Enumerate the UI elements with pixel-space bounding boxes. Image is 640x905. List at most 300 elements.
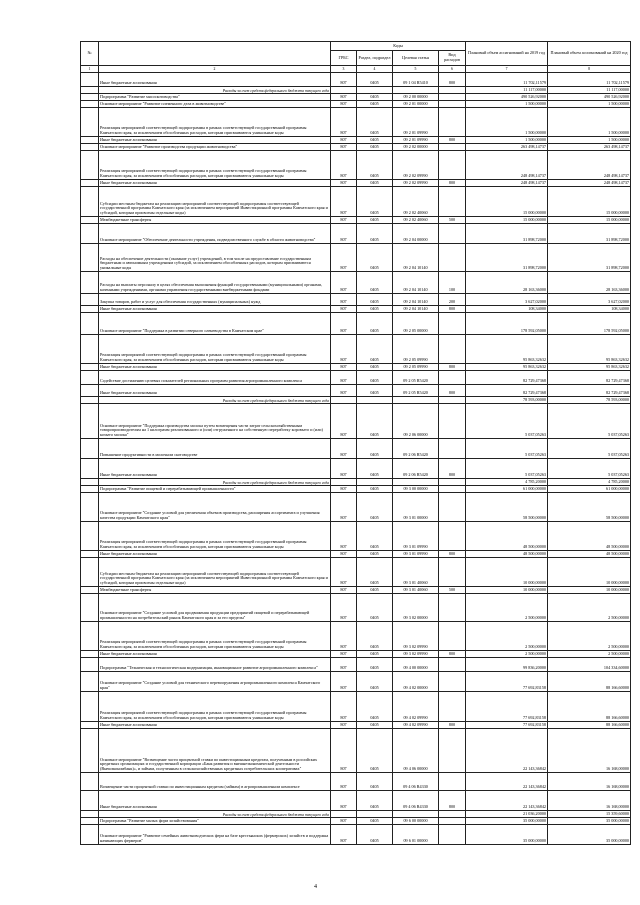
note-row xyxy=(81,87,631,94)
table-row xyxy=(81,651,631,658)
cell-name: Реализация мероприятий соответствующей подпрограммы в рамках соответствующей государственной программы Камчатского края, за исключением обособленных расходов, которым присваиваются уникальные коды xyxy=(99,335,331,364)
cell-name: Основное мероприятие "Возмещение части процентной ставки по инвестиционным кредитам, полученным в российских кредитных организациях и государственной корпорации «Банк развития и внешнеэкономической деятельности (Внешэкономбанк)», и займам, полученным в сельскохозяйственных кредитных потребительских кооперативах" xyxy=(99,729,331,773)
cell-name: Возмещение части процентной ставки по инвестиционным кредитам (займам) в агропромышленном комплексе xyxy=(99,773,331,791)
cell-amount-2020: 48 500,00000 xyxy=(548,551,631,558)
cell-name: Основное мероприятие "Поддержка в развитии северного оленеводства в Камчатском крае" xyxy=(99,313,331,335)
table-row xyxy=(81,108,631,137)
cell-num xyxy=(81,73,99,87)
cell-amount-2020: 248 498,14737 xyxy=(548,180,631,187)
cell-amount-2020: 95 863,32632 xyxy=(548,335,631,364)
cell-target-article: 09 2 05 09990 xyxy=(393,335,439,364)
header-row-numbers xyxy=(81,66,631,73)
cell-target-article: 09 2 05 R5420 xyxy=(393,371,439,385)
table-row xyxy=(81,522,631,551)
cell-expense-type: 800 xyxy=(439,651,466,658)
budget-table xyxy=(80,41,631,845)
cell-name: Основное мероприятие "Развитие производства продукции животноводства" xyxy=(99,144,331,151)
table-row xyxy=(81,144,631,151)
cell-grbs: 807 xyxy=(331,137,357,144)
cell-amount-2019: 5 037,05263 xyxy=(466,459,548,479)
cell-num xyxy=(81,306,99,313)
cell-amount-2020: 15 000,00000 xyxy=(548,217,631,224)
cell-name: Расходы за счет средств федерального бюджета текущего года xyxy=(99,87,331,94)
cell-target-article: 09 4 06 R4330 xyxy=(393,773,439,791)
note-row xyxy=(81,811,631,818)
cell-razdel: 0405 xyxy=(357,364,393,371)
header-razdel: Раздел, подраздел xyxy=(357,51,393,66)
cell-name: Иные бюджетные ассигнования xyxy=(99,385,331,397)
cell-amount-2019: 78 593,00000 xyxy=(466,397,548,404)
cell-razdel: 0405 xyxy=(357,493,393,522)
cell-name: Иные бюджетные ассигнования xyxy=(99,180,331,187)
table-row xyxy=(81,773,631,791)
cell-amount-2020: 2 500,00000 xyxy=(548,651,631,658)
cell-amount-2019: 22 143,36842 xyxy=(466,791,548,811)
cell-amount-2019: 490 526,92000 xyxy=(466,94,548,101)
cell-expense-type xyxy=(439,94,466,101)
cell-grbs: 807 xyxy=(331,729,357,773)
cell-num xyxy=(81,385,99,397)
cell-grbs: 807 xyxy=(331,94,357,101)
cell-expense-type: 800 xyxy=(439,459,466,479)
cell-expense-type xyxy=(439,594,466,622)
cell-target-article: 09 2 01 00000 xyxy=(393,101,439,108)
cell-name: Подпрограмма "Техническая и технологическая модернизация, инновационное развитие агропромышленного комплекса" xyxy=(99,658,331,672)
cell-target-article: 09 6 00 00000 xyxy=(393,818,439,825)
cell-target-article: 09 2 04 10140 xyxy=(393,244,439,272)
cell-amount-2019: 108,34000 xyxy=(466,306,548,313)
cell-grbs xyxy=(331,811,357,818)
cell-amount-2019: 48 500,00000 xyxy=(466,551,548,558)
table-row xyxy=(81,404,631,439)
cell-target-article: 09 4 02 09990 xyxy=(393,692,439,722)
cell-num xyxy=(81,459,99,479)
cell-razdel: 0405 xyxy=(357,551,393,558)
cell-razdel: 0405 xyxy=(357,313,393,335)
cell-target-article: 09 4 02 00000 xyxy=(393,672,439,692)
cell-name: Реализация мероприятий соответствующей подпрограммы в рамках соответствующей государственной программы Камчатского края, за исключением обособленных расходов, которым присваиваются уникальные коды xyxy=(99,151,331,180)
header-2020: Плановый объем ассигнований на 2020 год xyxy=(548,42,631,66)
table-row xyxy=(81,272,631,294)
cell-target-article: 09 2 02 40060 xyxy=(393,217,439,224)
cell-num xyxy=(81,217,99,224)
cell-amount-2020: 490 526,92000 xyxy=(548,94,631,101)
cell-target-article: 09 3 02 00000 xyxy=(393,594,439,622)
cell-num xyxy=(81,335,99,364)
cell-amount-2019: 4 785,20000 xyxy=(466,479,548,486)
cell-amount-2020: 61 000,00000 xyxy=(548,486,631,493)
cell-amount-2020: 10 000,00000 xyxy=(548,587,631,594)
table-row xyxy=(81,137,631,144)
cell-amount-2020: 16 168,00000 xyxy=(548,773,631,791)
cell-name: Расходы на обеспечение деятельности (оказание услуг) учреждений, в том числе на предоставление государственным бюджетным и автономным учреждениям субсидий, за исключением обособленных расходов, которым присваиваются уникальные коды xyxy=(99,244,331,272)
cell-grbs: 807 xyxy=(331,335,357,364)
cell-expense-type: 800 xyxy=(439,722,466,729)
cell-grbs: 807 xyxy=(331,692,357,722)
cell-target-article: 09 2 05 R5420 xyxy=(393,385,439,397)
cell-razdel: 0405 xyxy=(357,180,393,187)
cell-amount-2019: 95 863,32632 xyxy=(466,335,548,364)
cell-grbs: 807 xyxy=(331,522,357,551)
cell-num xyxy=(81,658,99,672)
header-2019: Плановый объем ассигнований на 2019 год xyxy=(466,42,548,66)
cell-grbs: 807 xyxy=(331,101,357,108)
cell-amount-2019: 248 498,14737 xyxy=(466,151,548,180)
cell-name: Основное мероприятие "Создание условий для увеличения объемов производства, расширения ассортимента и улучшения качества продукции Камчатского края" xyxy=(99,493,331,522)
cell-target-article: 09 4 02 09990 xyxy=(393,722,439,729)
cell-expense-type xyxy=(439,101,466,108)
cell-num xyxy=(81,224,99,244)
cell-num xyxy=(81,187,99,217)
col-number: 7 xyxy=(466,66,548,73)
cell-expense-type: 800 xyxy=(439,385,466,397)
cell-expense-type: 800 xyxy=(439,137,466,144)
cell-razdel: 0405 xyxy=(357,385,393,397)
cell-target-article xyxy=(393,87,439,94)
cell-amount-2020: 5 037,05263 xyxy=(548,404,631,439)
table-row xyxy=(81,486,631,493)
cell-grbs: 807 xyxy=(331,558,357,587)
cell-razdel: 0405 xyxy=(357,108,393,137)
cell-expense-type: 800 xyxy=(439,551,466,558)
cell-amount-2019: 2 500,00000 xyxy=(466,622,548,651)
cell-num xyxy=(81,651,99,658)
cell-target-article: 09 1 04 R5410 xyxy=(393,73,439,87)
cell-grbs: 807 xyxy=(331,658,357,672)
cell-target-article: 09 2 06 R5420 xyxy=(393,439,439,459)
cell-grbs xyxy=(331,397,357,404)
cell-expense-type: 800 xyxy=(439,73,466,87)
cell-num xyxy=(81,811,99,818)
cell-grbs: 807 xyxy=(331,224,357,244)
table-row xyxy=(81,729,631,773)
cell-amount-2019: 1 500,00000 xyxy=(466,108,548,137)
table-row xyxy=(81,493,631,522)
cell-expense-type xyxy=(439,397,466,404)
cell-num xyxy=(81,313,99,335)
cell-amount-2019: 95 863,32632 xyxy=(466,364,548,371)
cell-num xyxy=(81,818,99,825)
cell-expense-type xyxy=(439,187,466,217)
cell-amount-2019: 35 000,00000 xyxy=(466,825,548,845)
cell-amount-2020: 5 037,05263 xyxy=(548,459,631,479)
cell-razdel: 0405 xyxy=(357,94,393,101)
cell-razdel xyxy=(357,479,393,486)
cell-target-article xyxy=(393,397,439,404)
cell-name: Иные бюджетные ассигнования xyxy=(99,551,331,558)
table-row xyxy=(81,825,631,845)
cell-target-article: 09 2 06 R5420 xyxy=(393,459,439,479)
cell-target-article: 09 2 02 09990 xyxy=(393,151,439,180)
cell-amount-2020: 263 498,14737 xyxy=(548,144,631,151)
cell-num xyxy=(81,180,99,187)
table-body xyxy=(81,73,631,845)
cell-num xyxy=(81,622,99,651)
cell-amount-2019: 11 702,11579 xyxy=(466,73,548,87)
cell-grbs: 807 xyxy=(331,144,357,151)
cell-amount-2019: 10 000,00000 xyxy=(466,558,548,587)
cell-expense-type xyxy=(439,622,466,651)
table-row xyxy=(81,217,631,224)
cell-name: Основное мероприятие "Поддержка производства молока путем возмещения части затрат сельскохозяйственным товаропроизводителям на 1 килограмм реализованного и (или) отгруженного на собственную переработку коровьего и (или) козьего молока" xyxy=(99,404,331,439)
cell-name: Субсидии местным бюджетам на реализацию мероприятий соответствующей подпрограммы соответствующей государственной программы Камчатского края (за исключением мероприятий Инвестиционной программы Камчатского края и субсидий, которым присвоены отдельные коды) xyxy=(99,187,331,217)
cell-grbs: 807 xyxy=(331,371,357,385)
cell-name: Основное мероприятие "Создание условий для технического перевооружения агропромышленного комплекса Камчатского края" xyxy=(99,672,331,692)
cell-amount-2020: 31 898,72000 xyxy=(548,244,631,272)
cell-num xyxy=(81,94,99,101)
table-row xyxy=(81,244,631,272)
cell-expense-type: 100 xyxy=(439,272,466,294)
col-number: 5 xyxy=(393,66,439,73)
cell-amount-2020: 28 163,36000 xyxy=(548,272,631,294)
cell-expense-type xyxy=(439,151,466,180)
cell-expense-type xyxy=(439,486,466,493)
cell-amount-2019: 48 500,00000 xyxy=(466,522,548,551)
cell-amount-2019: 10 000,00000 xyxy=(466,587,548,594)
cell-amount-2019: 2 500,00000 xyxy=(466,651,548,658)
cell-num xyxy=(81,493,99,522)
table-row xyxy=(81,658,631,672)
col-number: 3 xyxy=(331,66,357,73)
cell-name: Межбюджетные трансферты xyxy=(99,587,331,594)
cell-expense-type xyxy=(439,558,466,587)
cell-razdel: 0405 xyxy=(357,651,393,658)
cell-grbs: 807 xyxy=(331,244,357,272)
cell-target-article: 09 2 05 09990 xyxy=(393,364,439,371)
cell-razdel: 0405 xyxy=(357,825,393,845)
cell-razdel xyxy=(357,811,393,818)
cell-expense-type xyxy=(439,818,466,825)
table-row xyxy=(81,180,631,187)
table-row xyxy=(81,672,631,692)
cell-num xyxy=(81,773,99,791)
cell-name: Реализация мероприятий соответствующей подпрограммы в рамках соответствующей государственной программы Камчатского края, за исключением обособленных расходов, которым присваиваются уникальные коды xyxy=(99,108,331,137)
cell-amount-2019: 77 692,83158 xyxy=(466,722,548,729)
cell-razdel: 0405 xyxy=(357,791,393,811)
page-number: 4 xyxy=(314,884,317,890)
cell-razdel: 0405 xyxy=(357,439,393,459)
table-row xyxy=(81,692,631,722)
cell-amount-2019: 22 143,36842 xyxy=(466,773,548,791)
table-row xyxy=(81,587,631,594)
cell-amount-2019: 15 000,00000 xyxy=(466,187,548,217)
col-number: 6 xyxy=(439,66,466,73)
cell-name: Иные бюджетные ассигнования xyxy=(99,791,331,811)
cell-name: Иные бюджетные ассигнования xyxy=(99,459,331,479)
cell-amount-2020: 58 500,00000 xyxy=(548,493,631,522)
cell-target-article: 09 3 02 09990 xyxy=(393,622,439,651)
cell-num xyxy=(81,151,99,180)
cell-expense-type xyxy=(439,313,466,335)
cell-name: Основное мероприятие "Обеспечение деятельности учреждения, подведомственного службе в области животноводства" xyxy=(99,224,331,244)
cell-amount-2019: 28 163,36000 xyxy=(466,272,548,294)
cell-num xyxy=(81,722,99,729)
note-row xyxy=(81,397,631,404)
table-row xyxy=(81,791,631,811)
col-number: 2 xyxy=(99,66,331,73)
cell-grbs: 807 xyxy=(331,722,357,729)
cell-num xyxy=(81,108,99,137)
cell-num xyxy=(81,825,99,845)
cell-amount-2020: 2 500,00000 xyxy=(548,622,631,651)
cell-expense-type: 800 xyxy=(439,364,466,371)
cell-razdel: 0405 xyxy=(357,459,393,479)
cell-amount-2020: 35 000,00000 xyxy=(548,825,631,845)
cell-expense-type xyxy=(439,672,466,692)
cell-amount-2019: 1 500,00000 xyxy=(466,101,548,108)
cell-expense-type xyxy=(439,479,466,486)
table-row xyxy=(81,818,631,825)
cell-amount-2019: 22 143,36842 xyxy=(466,729,548,773)
cell-expense-type xyxy=(439,224,466,244)
cell-grbs: 807 xyxy=(331,439,357,459)
cell-target-article: 09 4 06 00000 xyxy=(393,729,439,773)
table-row xyxy=(81,294,631,306)
table-row xyxy=(81,558,631,587)
cell-razdel xyxy=(357,87,393,94)
cell-amount-2020: 15 359,60000 xyxy=(548,811,631,818)
cell-razdel: 0405 xyxy=(357,306,393,313)
note-row xyxy=(81,479,631,486)
cell-amount-2020: 82 729,47368 xyxy=(548,385,631,397)
cell-amount-2019: 5 037,05263 xyxy=(466,439,548,459)
cell-target-article: 09 2 01 09990 xyxy=(393,137,439,144)
col-number: 4 xyxy=(357,66,393,73)
cell-razdel: 0405 xyxy=(357,224,393,244)
cell-grbs: 807 xyxy=(331,313,357,335)
cell-grbs: 807 xyxy=(331,180,357,187)
cell-num xyxy=(81,137,99,144)
cell-grbs: 807 xyxy=(331,486,357,493)
cell-target-article: 09 2 04 10140 xyxy=(393,294,439,306)
cell-amount-2020: 1 500,00000 xyxy=(548,137,631,144)
cell-amount-2019: 248 498,14737 xyxy=(466,180,548,187)
cell-amount-2020: 35 000,00000 xyxy=(548,818,631,825)
cell-amount-2020: 1 500,00000 xyxy=(548,108,631,137)
table-row xyxy=(81,385,631,397)
cell-grbs: 807 xyxy=(331,187,357,217)
cell-target-article: 09 3 01 09990 xyxy=(393,522,439,551)
cell-grbs: 807 xyxy=(331,404,357,439)
cell-expense-type xyxy=(439,729,466,773)
cell-target-article: 09 6 01 00000 xyxy=(393,825,439,845)
cell-name: Основное мероприятие "Развитие племенного дела в животноводстве" xyxy=(99,101,331,108)
cell-expense-type: 800 xyxy=(439,180,466,187)
cell-name: Расходы за счет средств федерального бюджета текущего года xyxy=(99,397,331,404)
table-row xyxy=(81,94,631,101)
cell-razdel: 0405 xyxy=(357,594,393,622)
cell-num xyxy=(81,522,99,551)
cell-razdel: 0405 xyxy=(357,658,393,672)
cell-amount-2019: 99 836,20000 xyxy=(466,658,548,672)
cell-amount-2020: 88 166,60000 xyxy=(548,672,631,692)
cell-name: Иные бюджетные ассигнования xyxy=(99,306,331,313)
header-target: Целевая статья xyxy=(393,51,439,66)
cell-amount-2020: 11 117,00000 xyxy=(548,87,631,94)
cell-razdel: 0405 xyxy=(357,217,393,224)
cell-grbs: 807 xyxy=(331,385,357,397)
cell-razdel: 0405 xyxy=(357,371,393,385)
cell-grbs: 807 xyxy=(331,294,357,306)
cell-grbs: 807 xyxy=(331,818,357,825)
cell-name: Содействие достижению целевых показателей региональных программ развития агропромышленного комплекса xyxy=(99,371,331,385)
cell-expense-type: 500 xyxy=(439,217,466,224)
cell-target-article: 09 4 06 R4330 xyxy=(393,791,439,811)
cell-amount-2020: 4 785,20000 xyxy=(548,479,631,486)
cell-razdel xyxy=(357,397,393,404)
cell-num xyxy=(81,144,99,151)
cell-target-article xyxy=(393,479,439,486)
cell-grbs: 807 xyxy=(331,108,357,137)
cell-grbs: 807 xyxy=(331,364,357,371)
cell-grbs: 807 xyxy=(331,672,357,692)
cell-num xyxy=(81,551,99,558)
header-name xyxy=(99,42,331,66)
cell-expense-type xyxy=(439,87,466,94)
table-row xyxy=(81,594,631,622)
cell-amount-2020: 88 166,60000 xyxy=(548,692,631,722)
cell-name: Подпрограмма "Развитие мясоскотоводства" xyxy=(99,94,331,101)
cell-target-article: 09 2 02 40060 xyxy=(393,187,439,217)
col-number: 1 xyxy=(81,66,99,73)
cell-num xyxy=(81,397,99,404)
cell-razdel: 0405 xyxy=(357,818,393,825)
cell-amount-2020: 178 592,05000 xyxy=(548,313,631,335)
cell-num xyxy=(81,272,99,294)
cell-expense-type xyxy=(439,825,466,845)
cell-amount-2019: 3 627,02000 xyxy=(466,294,548,306)
cell-name: Иные бюджетные ассигнования xyxy=(99,364,331,371)
cell-amount-2020: 104 334,60000 xyxy=(548,658,631,672)
cell-target-article: 09 2 00 00000 xyxy=(393,94,439,101)
cell-num xyxy=(81,594,99,622)
cell-name: Иные бюджетные ассигнования xyxy=(99,73,331,87)
cell-name: Основное мероприятие "Развитие семейных животноводческих ферм на базе крестьянских (фермерских) хозяйств и поддержка начинающих фермеров" xyxy=(99,825,331,845)
cell-expense-type xyxy=(439,773,466,791)
cell-grbs: 807 xyxy=(331,825,357,845)
cell-amount-2019: 263 498,14737 xyxy=(466,144,548,151)
cell-amount-2019: 58 500,00000 xyxy=(466,493,548,522)
header-num: № xyxy=(81,42,99,66)
cell-amount-2019: 82 729,47368 xyxy=(466,385,548,397)
cell-expense-type xyxy=(439,493,466,522)
table-row xyxy=(81,73,631,87)
cell-amount-2020: 48 500,00000 xyxy=(548,522,631,551)
cell-grbs: 807 xyxy=(331,272,357,294)
table-row xyxy=(81,187,631,217)
cell-amount-2019: 15 000,00000 xyxy=(466,217,548,224)
cell-razdel: 0405 xyxy=(357,773,393,791)
cell-name: Иные бюджетные ассигнования xyxy=(99,137,331,144)
cell-amount-2019: 2 500,00000 xyxy=(466,594,548,622)
table-row xyxy=(81,459,631,479)
table-row xyxy=(81,313,631,335)
cell-expense-type: 800 xyxy=(439,791,466,811)
cell-name: Реализация мероприятий соответствующей подпрограммы в рамках соответствующей государственной программы Камчатского края, за исключением обособленных расходов, которым присваиваются уникальные коды xyxy=(99,522,331,551)
cell-target-article xyxy=(393,811,439,818)
cell-expense-type xyxy=(439,108,466,137)
cell-razdel: 0405 xyxy=(357,151,393,180)
cell-target-article: 09 4 00 00000 xyxy=(393,658,439,672)
table-row xyxy=(81,224,631,244)
cell-razdel: 0405 xyxy=(357,294,393,306)
cell-name: Подпрограмма "Развитие пищевой и перерабатывающей промышленности" xyxy=(99,486,331,493)
cell-amount-2019: 1 500,00000 xyxy=(466,137,548,144)
cell-grbs: 807 xyxy=(331,791,357,811)
cell-razdel: 0405 xyxy=(357,587,393,594)
cell-name: Иные бюджетные ассигнования xyxy=(99,722,331,729)
cell-razdel: 0405 xyxy=(357,558,393,587)
